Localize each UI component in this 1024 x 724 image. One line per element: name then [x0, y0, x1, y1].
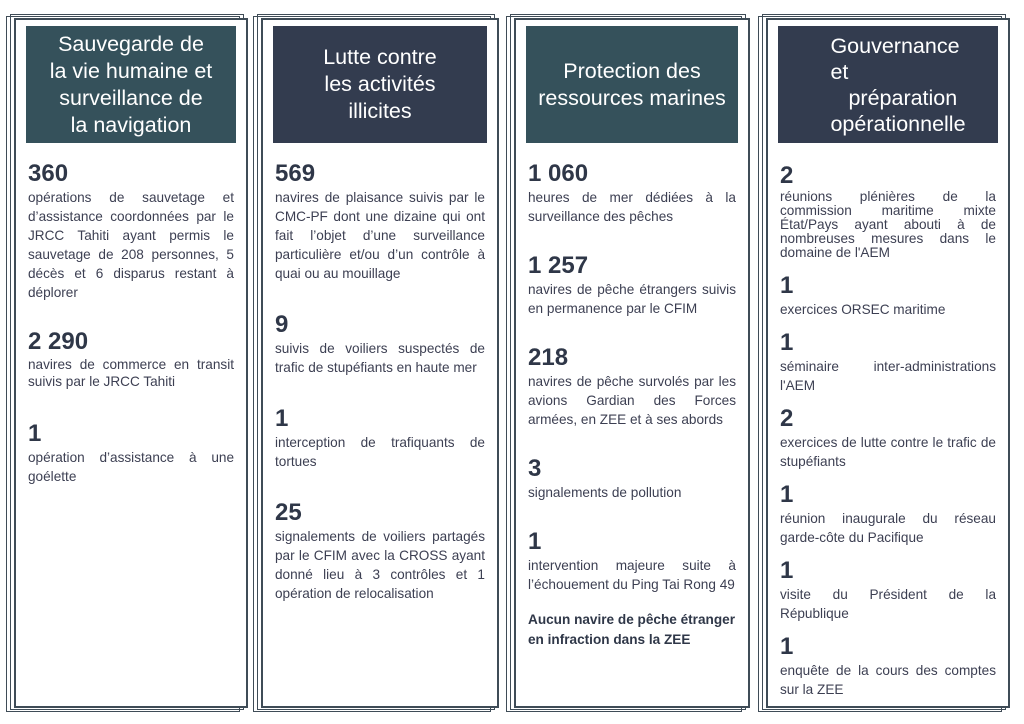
stat-item: [528, 455, 736, 502]
stat-number: 1: [780, 481, 794, 508]
stat-number: 1 060: [528, 160, 589, 187]
stat-item: [275, 160, 485, 283]
stat-text: heures de mer dédiées à la surveillance des pêches: [528, 190, 736, 224]
stat-text: visite du Président de la République: [780, 587, 996, 621]
stat-text: enquête de la cours des comptes sur la ZEE: [780, 663, 996, 697]
column-lutte: [253, 12, 505, 712]
stat-item: [28, 160, 234, 302]
title-line: Lutte contre: [323, 45, 437, 69]
stat-number: 2: [780, 162, 794, 189]
stat-number: 2 290: [28, 328, 89, 355]
column-title: [778, 26, 998, 143]
stat-number: 1: [780, 633, 794, 660]
title-line: surveillance de: [59, 85, 203, 110]
stat-item: [528, 528, 736, 594]
stat-text: signalements de voiliers partagés par le CFIM avec la CROSS ayant donné lieu à 3 contrôles et 1 opération de relocalisation: [275, 529, 485, 601]
stat-number: 218: [528, 344, 569, 371]
stat-item: [780, 481, 996, 547]
stat-text: signalements de pollution: [528, 485, 682, 500]
stat-item: [780, 557, 996, 623]
title-line: Sauvegarde de: [58, 31, 204, 56]
panel: [514, 18, 750, 708]
stat-number: 25: [275, 499, 302, 526]
stat-item: [528, 160, 736, 226]
stat-item: [528, 344, 736, 429]
stat-list: [275, 160, 485, 603]
stat-text: suivis de voiliers suspectés de trafic de stupéfiants en haute mer: [275, 341, 485, 375]
column-sauvegarde: [6, 12, 254, 712]
stat-text: intervention majeure suite à l’échouement du Ping Tai Rong 49: [528, 558, 736, 592]
stat-list: [528, 160, 736, 650]
stat-number: 3: [528, 455, 542, 482]
stat-number: 569: [275, 160, 316, 187]
stat-list: [28, 160, 234, 486]
stat-item: [780, 162, 996, 260]
stat-text: réunions plénières de la commission maritime mixte État/Pays ayant abouti à de nombreuses mesures dans le domaine de l'AEM: [780, 189, 996, 260]
title-line: Protection des: [563, 58, 701, 83]
stat-number: 2: [780, 405, 794, 432]
stat-item: [28, 328, 234, 390]
stat-text: réunion inaugurale du réseau garde-côte du Pacifique: [780, 511, 996, 545]
panel: [766, 18, 1010, 708]
stat-text: opérations de sauvetage et d’assistance coordonnées par le JRCC Tahiti ayant permis le sauvetage de 208 personnes, 5 décès et 6 disparus restant à déplorer: [28, 190, 234, 300]
title-line: les activités: [324, 72, 436, 96]
stat-text: exercices de lutte contre le trafic de stupéfiants: [780, 435, 996, 469]
stat-item: [780, 329, 996, 395]
stat-text: navires de commerce en transit suivis par le JRCC Tahiti: [28, 357, 234, 389]
stat-item: [780, 405, 996, 471]
stat-item: [528, 252, 736, 318]
panel: [14, 18, 248, 708]
stat-item: [780, 633, 996, 699]
column-title: [26, 26, 236, 143]
title-line: préparation: [848, 85, 958, 110]
title-line: illicites: [348, 99, 412, 123]
title-line: opérationnelle: [830, 111, 966, 136]
stat-text: opération d’assistance à une goélette: [28, 450, 234, 484]
stat-number: 9: [275, 311, 289, 338]
column-title: [526, 26, 738, 143]
stat-number: 360: [28, 160, 69, 187]
stat-text: interception de trafiquants de tortues: [275, 435, 485, 469]
title-line: ressources marines: [538, 85, 726, 110]
stat-number: 1 257: [528, 252, 589, 279]
stat-number: 1: [528, 528, 542, 555]
stat-item: [780, 272, 996, 319]
stat-item: [28, 420, 234, 486]
stat-number: 1: [780, 329, 794, 356]
highlight-note: Aucun navire de pêche étranger en infraction dans la ZEE: [528, 612, 735, 647]
stat-number: 1: [780, 557, 794, 584]
stat-item: [275, 499, 485, 603]
stat-number: 1: [28, 420, 42, 447]
stat-text: séminaire inter-administrations l'AEM: [780, 359, 996, 393]
stat-number: 1: [275, 405, 289, 432]
stat-text: navires de pêche étrangers suivis en permanence par le CFIM: [528, 282, 736, 316]
stat-text: navires de plaisance suivis par le CMC-PF dont une dizaine qui ont fait l’objet d’une surveillance particulière et/ou d’un contrôle à quai ou au mouillage: [275, 190, 485, 281]
column-gouvernance: [758, 12, 1016, 712]
title-line: la vie humaine et: [49, 58, 213, 83]
stat-text: exercices ORSEC maritime: [780, 302, 946, 317]
panel: [261, 18, 499, 708]
title-line: la navigation: [70, 112, 192, 137]
stat-list: [780, 162, 996, 699]
stat-number: 1: [780, 272, 794, 299]
stat-item: [275, 311, 485, 377]
title-line: Gouvernance: [830, 33, 960, 58]
column-protection: [506, 12, 756, 712]
stat-text: navires de pêche survolés par les avions Gardian des Forces armées, en ZEE et à ses abords: [528, 374, 736, 427]
column-title: [273, 26, 487, 143]
stat-item: [275, 405, 485, 471]
title-line: et: [830, 59, 849, 84]
